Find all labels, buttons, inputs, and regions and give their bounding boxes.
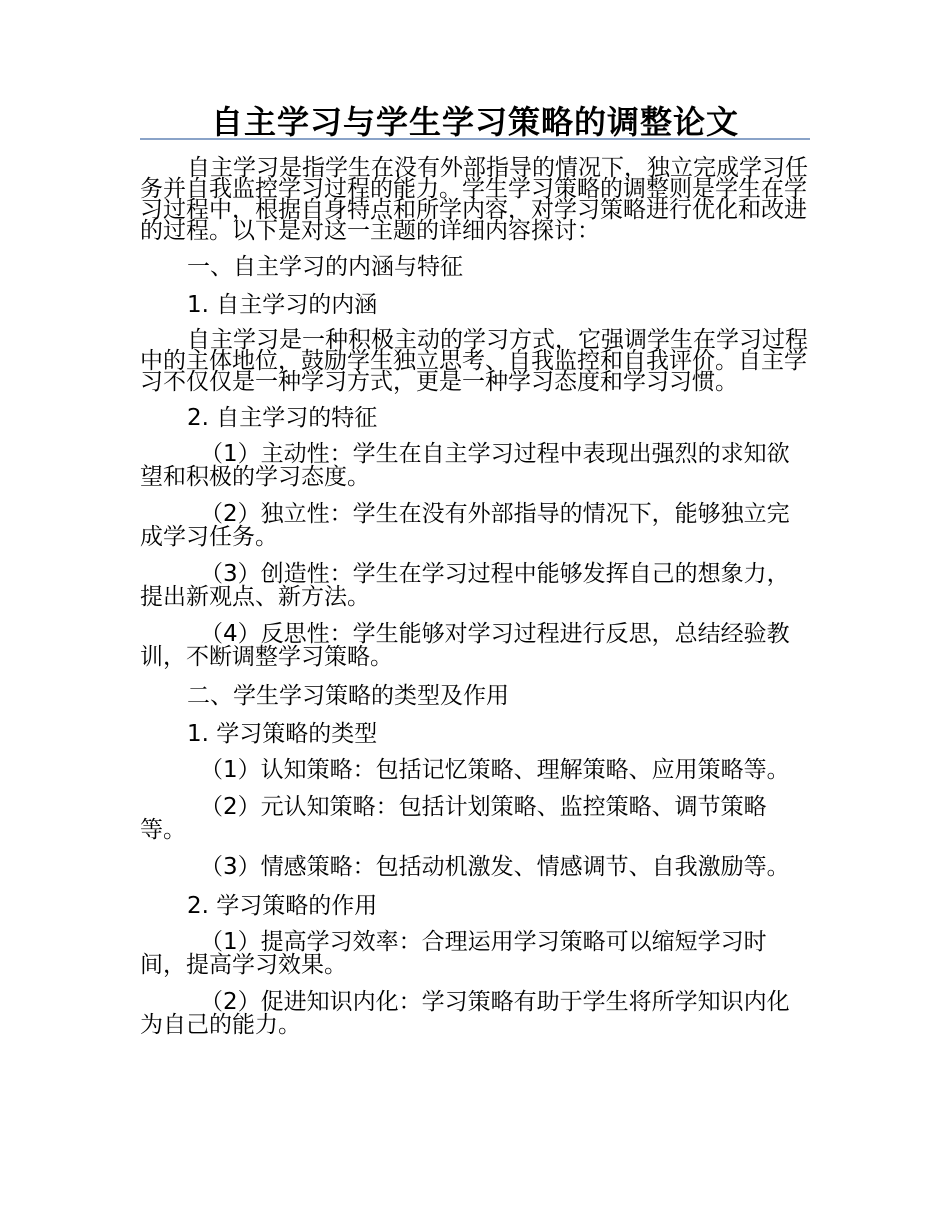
section-1-1-heading: 1. 自主学习的内涵 bbox=[187, 292, 378, 318]
strategy-effect-item: （1）提高学习效率：合理运用学习策略可以缩短学习时间，提高学习效果。 bbox=[140, 929, 767, 978]
document-title: 自主学习与学生学习策略的调整论文 bbox=[210, 103, 739, 141]
section-1-1-text: 自主学习是一种积极主动的学习方式，它强调学生在学习过程中的主体地位，鼓励学生独立思考、自我监控和自我评价。自主学习不仅仅是一种学习方式，更是一种学习态度和学习习惯。 bbox=[140, 327, 808, 395]
strategy-type-item: （3）情感策略：包括动机激发、情感调节、自我激励等。 bbox=[200, 854, 790, 880]
section-1-heading: 一、自主学习的内涵与特征 bbox=[187, 254, 463, 280]
strategy-effect-item: （2）促进知识内化：学习策略有助于学生将所学知识内化为自己的能力。 bbox=[140, 989, 790, 1038]
intro-paragraph: 自主学习是指学生在没有外部指导的情况下，独立完成学习任务并自我监控学习过程的能力。学生学习策略的调整则是学生在学习过程中，根据自身特点和所学内容，对学习策略进行优化和改进的过程。以下是对这一主题的详细内容探讨： bbox=[140, 155, 808, 244]
section-2-heading: 二、学生学习策略的类型及作用 bbox=[187, 683, 509, 709]
section-2-2-heading: 2. 学习策略的作用 bbox=[187, 893, 378, 919]
feature-item: （3）创造性：学生在学习过程中能够发挥自己的想象力，提出新观点、新方法。 bbox=[140, 561, 790, 610]
section-1-2-heading: 2. 自主学习的特征 bbox=[187, 405, 378, 431]
feature-item: （1）主动性：学生在自主学习过程中表现出强烈的求知欲望和积极的学习态度。 bbox=[140, 441, 790, 490]
document-body bbox=[140, 155, 810, 1051]
feature-item: （2）独立性：学生在没有外部指导的情况下，能够独立完成学习任务。 bbox=[140, 501, 790, 550]
section-2-1-heading: 1. 学习策略的类型 bbox=[187, 721, 378, 747]
title-divider bbox=[140, 138, 810, 140]
strategy-type-item: （1）认知策略：包括记忆策略、理解策略、应用策略等。 bbox=[200, 757, 790, 783]
feature-item: （4）反思性：学生能够对学习过程进行反思，总结经验教训，不断调整学习策略。 bbox=[140, 621, 790, 670]
strategy-type-item: （2）元认知策略：包括计划策略、监控策略、调节策略等。 bbox=[140, 794, 767, 843]
